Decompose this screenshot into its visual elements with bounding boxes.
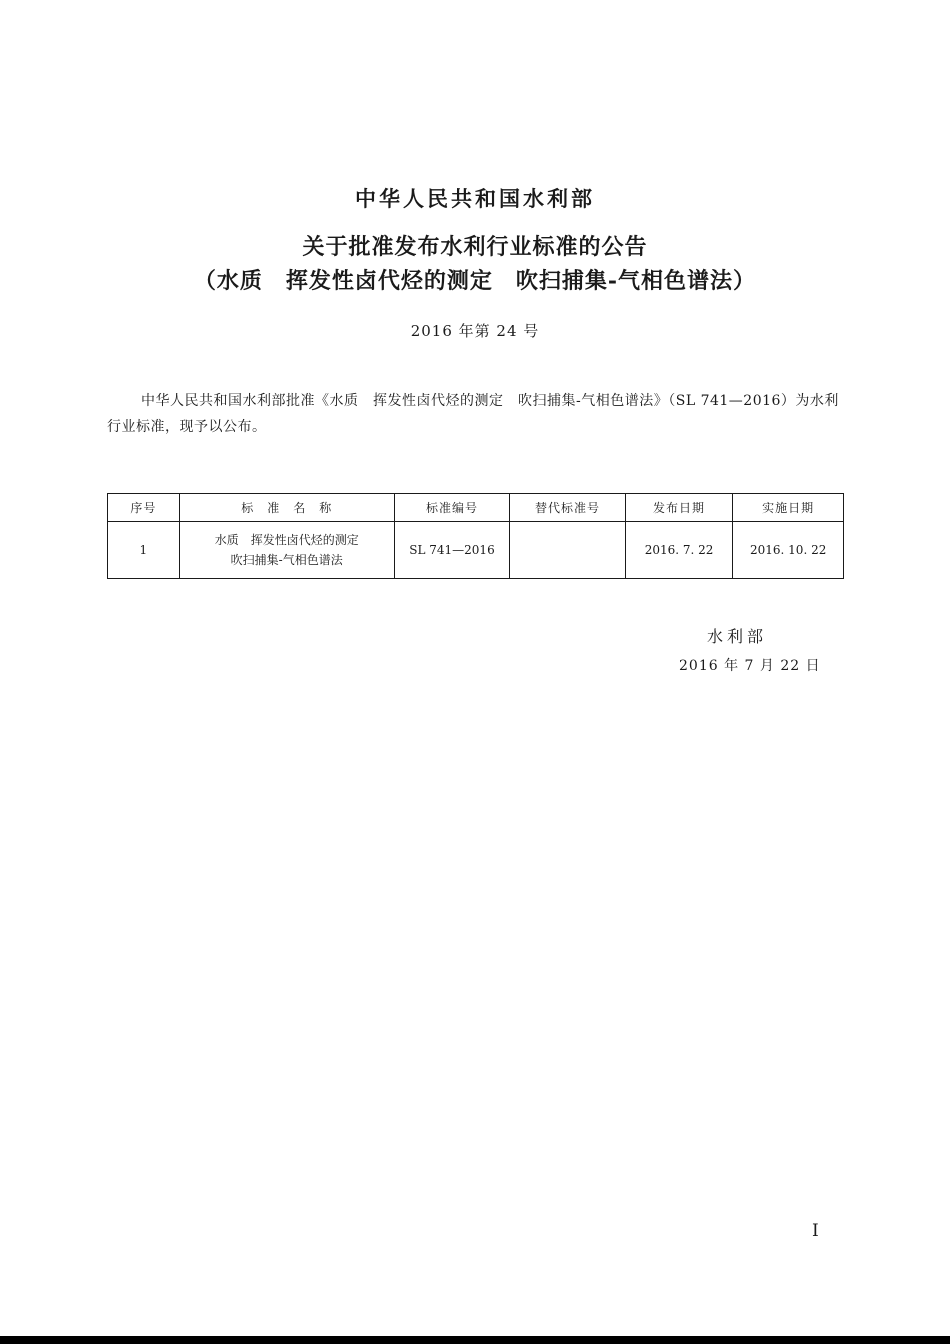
- cell-replaced-code: [510, 522, 625, 579]
- page-number: I: [812, 1221, 819, 1241]
- standards-table: [107, 493, 844, 579]
- header-seq: 序号: [108, 494, 180, 522]
- signature-organization: 水利部: [707, 627, 768, 646]
- header-replaced-code: 替代标准号: [510, 494, 625, 522]
- signature-date: 2016 年 7 月 22 日: [679, 658, 821, 674]
- notice-number: 2016 年第 24 号: [410, 322, 540, 340]
- standard-name-line1: 水质 挥发性卤代烃的测定: [214, 533, 359, 547]
- bottom-edge-bar: [0, 1336, 950, 1344]
- header-standard-name: 标 准 名 称: [179, 494, 394, 522]
- header-publish-date: 发布日期: [625, 494, 733, 522]
- header-effective-date: 实施日期: [733, 494, 844, 522]
- cell-seq: 1: [108, 522, 180, 579]
- cell-effective-date: 2016. 10. 22: [733, 522, 844, 579]
- table-row: [108, 522, 844, 579]
- cell-standard-code: SL 741—2016: [394, 522, 510, 579]
- announcement-body: 中华人民共和国水利部批准《水质 挥发性卤代烃的测定 吹扫捕集-气相色谱法》（SL 741—2016）为水利行业标准，现予以公布。: [107, 393, 839, 435]
- announcement-title: 关于批准发布水利行业标准的公告: [302, 234, 648, 260]
- table-header-row: [108, 494, 844, 522]
- standard-name-line2: 吹扫捕集-气相色谱法: [230, 553, 343, 567]
- cell-standard-name: [179, 522, 394, 579]
- standard-name-subtitle: （水质 挥发性卤代烃的测定 吹扫捕集-气相色谱法）: [193, 268, 757, 294]
- header-standard-code: 标准编号: [394, 494, 510, 522]
- issuing-ministry: 中华人民共和国水利部: [355, 187, 595, 211]
- cell-publish-date: 2016. 7. 22: [625, 522, 733, 579]
